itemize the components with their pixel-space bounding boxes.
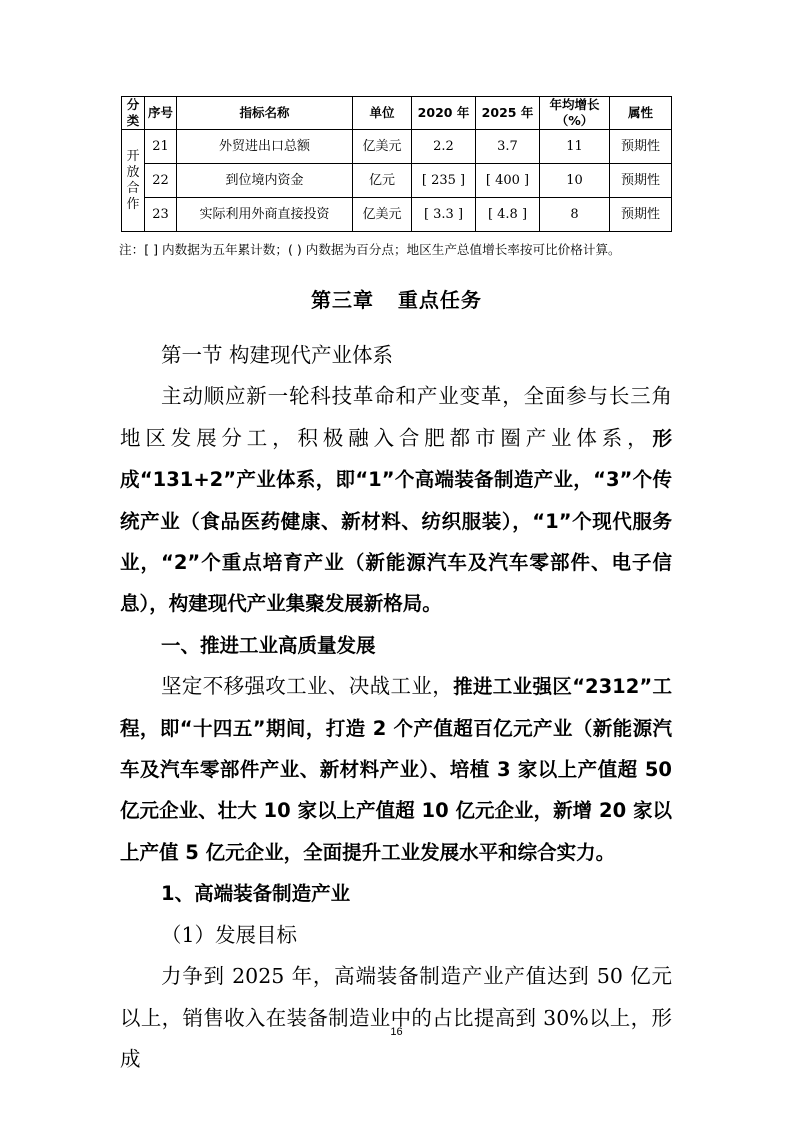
heading-industry: 一、推进工业高质量发展	[161, 633, 376, 657]
row-attribute: 预期性	[610, 130, 672, 164]
row-unit: 亿元	[353, 164, 412, 198]
header-number: 序号	[145, 97, 177, 130]
heading-equipment: 1、高端装备制造产业	[161, 882, 351, 906]
category-char: 放	[126, 164, 140, 180]
paragraph-text: 主动顺应新一轮科技革命和产业变革，全面参与长三角地区发展分工，积极融入合肥都市圈产业体系，	[120, 384, 672, 450]
row-2020: [ 235 ]	[412, 164, 476, 198]
row-number: 23	[145, 198, 177, 232]
row-2025: [ 400 ]	[476, 164, 540, 198]
paragraph-bold-text: 形成“131+2”产业体系，即“1”个高端装备制造产业，“3”个传统产业（食品医药健康、新材料、纺织服装），“1”个现代服务业，“2”个重点培育产业（新能源汽车及汽车零部件、电子信息），构建现代产业集聚发展新格局。	[120, 426, 672, 616]
table-row	[122, 198, 672, 232]
row-name: 外贸进出口总额	[177, 130, 353, 164]
row-growth: 10	[540, 164, 610, 198]
header-growth: 年均增长（%）	[540, 97, 610, 130]
row-number: 22	[145, 164, 177, 198]
row-attribute: 预期性	[610, 198, 672, 232]
table-note: 注：[ ] 内数据为五年累计数；( ) 内数据为百分点；地区生产总值增长率按可比价格计算。	[119, 242, 621, 257]
paragraph-goals: 力争到 2025 年，高端装备制造产业产值达到 50 亿元以上，销售收入在装备制造业中的占比提高到 30%以上，形成	[120, 964, 672, 1071]
paragraph-bold-text: 推进工业强区“2312”工程，即“十四五”期间，打造 2 个产值超百亿元产业（新能源汽车及汽车零部件产业、新材料产业）、培植 3 家以上产值超 50 亿元企业、壮大 10 家以上产值超 10 亿元企业，新增 20 家以上产值 5 亿元企业，全面提升工业发展水平和综合实力。	[120, 675, 672, 864]
row-name: 到位境内资金	[177, 164, 353, 198]
row-2020: 2.2	[412, 130, 476, 164]
page-number: 16	[390, 1026, 403, 1038]
row-2020: [ 3.3 ]	[412, 198, 476, 232]
category-char: 合	[126, 180, 140, 196]
category-char: 开	[126, 148, 140, 164]
row-unit: 亿美元	[353, 198, 412, 232]
body-text	[120, 335, 672, 1080]
header-name: 指标名称	[177, 97, 353, 130]
row-attribute: 预期性	[610, 164, 672, 198]
table-row	[122, 130, 672, 164]
row-2025: [ 4.8 ]	[476, 198, 540, 232]
header-2025: 2025 年	[476, 97, 540, 130]
row-growth: 11	[540, 130, 610, 164]
subheading-goals: （1）发展目标	[161, 922, 298, 947]
table-row	[122, 164, 672, 198]
section-title: 第一节 构建现代产业体系	[161, 343, 394, 367]
row-growth: 8	[540, 198, 610, 232]
paragraph-industry-system	[120, 376, 672, 624]
row-name: 实际利用外商直接投资	[177, 198, 353, 232]
row-number: 21	[145, 130, 177, 164]
paragraph-text: 坚定不移强攻工业、决战工业，	[161, 674, 454, 699]
table-header-row	[122, 97, 672, 130]
paragraph-industry-project	[120, 666, 672, 873]
row-unit: 亿美元	[353, 130, 412, 164]
indicator-table	[121, 96, 672, 232]
header-2020: 2020 年	[412, 97, 476, 130]
category-cell	[122, 130, 145, 232]
header-attribute: 属性	[610, 97, 672, 130]
row-2025: 3.7	[476, 130, 540, 164]
header-unit: 单位	[353, 97, 412, 130]
header-category: 分类	[122, 97, 145, 130]
category-char: 作	[126, 196, 140, 212]
chapter-title: 第三章 重点任务	[311, 288, 482, 312]
